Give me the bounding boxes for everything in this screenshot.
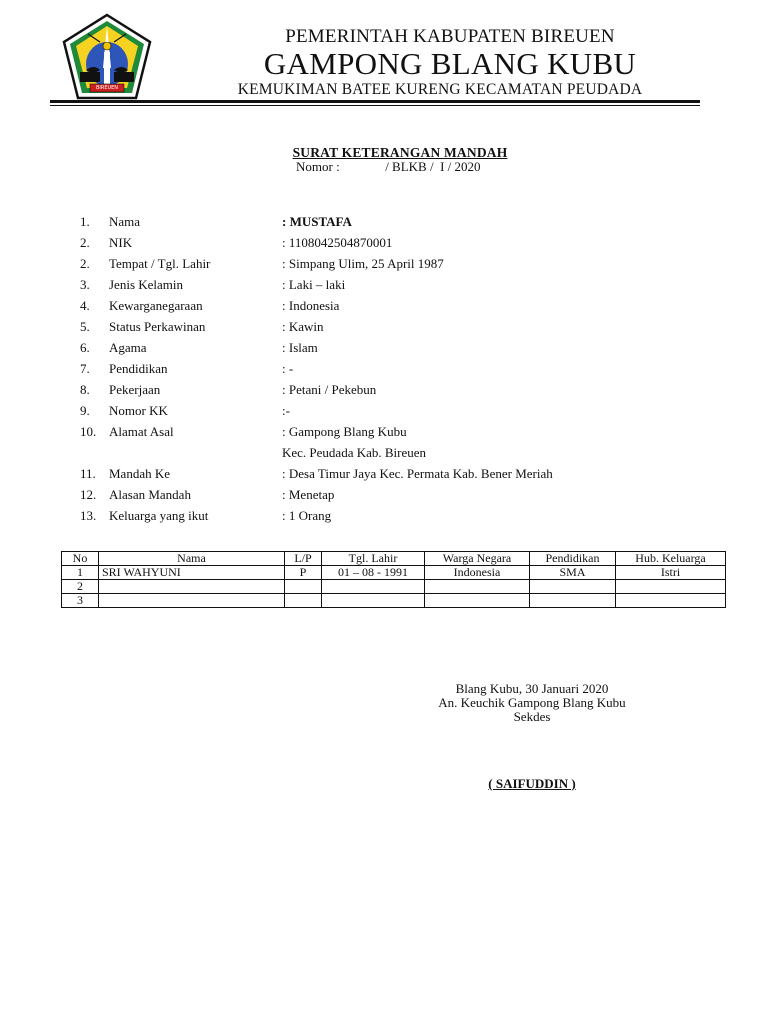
header-nama: Nama (99, 552, 285, 566)
field-value: : Desa Timur Jaya Kec. Permata Kab. Bener Meriah (282, 466, 553, 481)
field-value: : 1108042504870001 (282, 235, 393, 250)
field-label: Mandah Ke (109, 466, 171, 481)
signature-place-date: Blang Kubu, 30 Januari 2020 (455, 681, 609, 696)
cell-warga-negara: Indonesia (425, 566, 530, 580)
field-value: Kec. Peudada Kab. Bireuen (282, 445, 427, 460)
cell-no: 2 (62, 580, 99, 594)
document-title: SURAT KETERANGAN MANDAH (292, 145, 508, 160)
emblem-ribbon-text: BIREUEN (95, 85, 119, 91)
letterhead-divider-thin (50, 105, 700, 106)
field-label: Jenis Kelamin (109, 277, 184, 292)
field-value: : Menetap (282, 487, 335, 502)
cell-nama: SRI WAHYUNI (99, 566, 285, 580)
cell-tgl-lahir (322, 580, 425, 594)
field-label: Agama (109, 340, 147, 355)
cell-hub-keluarga: Istri (616, 566, 726, 580)
signature-role: An. Keuchik Gampong Blang Kubu (438, 695, 626, 710)
field-number: 5. (80, 319, 90, 334)
field-label: Alamat Asal (109, 424, 174, 439)
cell-tgl-lahir: 01 – 08 - 1991 (322, 566, 425, 580)
cell-pendidikan: SMA (530, 566, 616, 580)
header-lp: L/P (285, 552, 322, 566)
cell-pendidikan (530, 580, 616, 594)
cell-no: 3 (62, 594, 99, 608)
field-label: Nama (109, 214, 141, 229)
family-members-table (61, 551, 726, 608)
field-number: 13. (80, 508, 97, 523)
field-number: 3. (80, 277, 90, 292)
field-number: 6. (80, 340, 90, 355)
cell-no: 1 (62, 566, 99, 580)
letterhead-divider-thick (50, 100, 700, 103)
signature-position: Sekdes (513, 709, 551, 724)
header-tgl-lahir: Tgl. Lahir (322, 552, 425, 566)
field-label: Pendidikan (109, 361, 168, 376)
field-number: 9. (80, 403, 90, 418)
cell-lp (285, 580, 322, 594)
field-value: : Islam (282, 340, 318, 355)
field-label: Tempat / Tgl. Lahir (109, 256, 211, 271)
header-no: No (62, 552, 99, 566)
field-number: 8. (80, 382, 90, 397)
field-number: 4. (80, 298, 90, 313)
field-label: Alasan Mandah (109, 487, 191, 502)
signatory-name: ( SAIFUDDIN ) (488, 776, 576, 791)
field-label: Nomor KK (109, 403, 168, 418)
field-number: 1. (80, 214, 90, 229)
field-label: Kewarganegaraan (109, 298, 203, 313)
field-number: 12. (80, 487, 97, 502)
field-value: : Kawin (282, 319, 324, 334)
table-header-row (62, 552, 726, 566)
field-label: Keluarga yang ikut (109, 508, 209, 523)
header-hub-keluarga: Hub. Keluarga (616, 552, 726, 566)
cell-warga-negara (425, 594, 530, 608)
cell-tgl-lahir (322, 594, 425, 608)
cell-pendidikan (530, 594, 616, 608)
field-number: 2. (80, 256, 90, 271)
field-value: :- (282, 403, 290, 418)
cell-nama (99, 580, 285, 594)
table-row (62, 566, 726, 580)
table-row (62, 580, 726, 594)
field-value: : 1 Orang (282, 508, 332, 523)
cell-lp: P (285, 566, 322, 580)
letterhead-village-name: GAMPONG BLANG KUBU (263, 46, 637, 81)
field-number: 2. (80, 235, 90, 250)
header-pendidikan: Pendidikan (530, 552, 616, 566)
field-value: : - (282, 361, 294, 376)
table-row (62, 594, 726, 608)
document-number: Nomor : / BLKB / I / 2020 (296, 159, 481, 174)
field-number: 11. (80, 466, 96, 481)
cell-warga-negara (425, 580, 530, 594)
field-value: : Petani / Pekebun (282, 382, 377, 397)
field-label: Pekerjaan (109, 382, 161, 397)
letterhead-government: PEMERINTAH KABUPATEN BIREUEN (285, 26, 615, 47)
field-number: 10. (80, 424, 97, 439)
letterhead-district: KEMUKIMAN BATEE KURENG KECAMATAN PEUDADA (237, 81, 643, 98)
field-value: : MUSTAFA (282, 214, 352, 229)
field-label: Status Perkawinan (109, 319, 206, 334)
field-value: : Simpang Ulim, 25 April 1987 (282, 256, 444, 271)
cell-hub-keluarga (616, 594, 726, 608)
cell-nama (99, 594, 285, 608)
cell-hub-keluarga (616, 580, 726, 594)
cell-lp (285, 594, 322, 608)
bireuen-regency-emblem (60, 12, 154, 102)
field-label: NIK (109, 235, 133, 250)
field-value: : Laki – laki (282, 277, 346, 292)
field-value: : Gampong Blang Kubu (282, 424, 407, 439)
field-value: : Indonesia (282, 298, 340, 313)
header-warga-negara: Warga Negara (425, 552, 530, 566)
field-number: 7. (80, 361, 90, 376)
